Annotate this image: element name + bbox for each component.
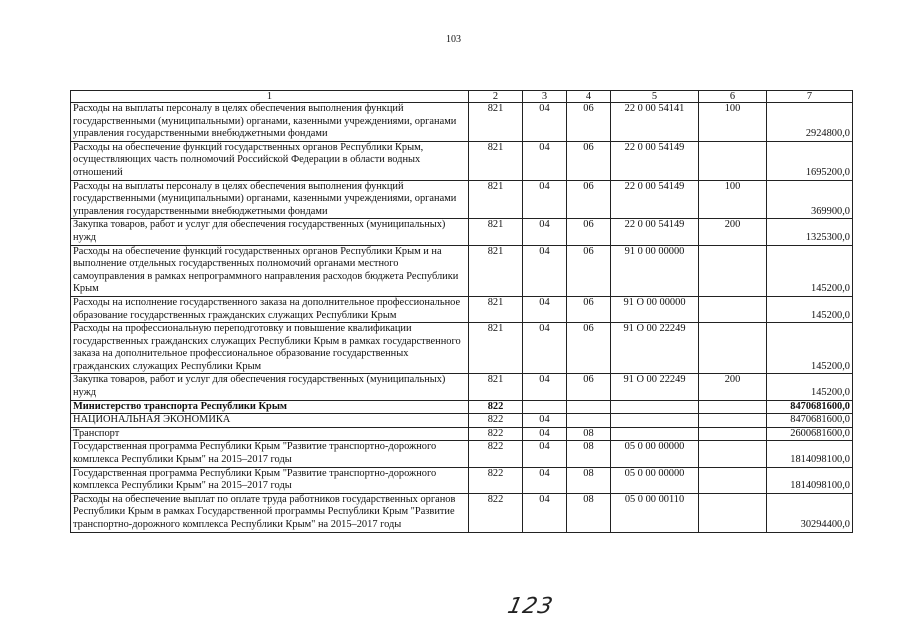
cell-target-code: 05 0 00 00000 (611, 441, 699, 467)
cell-section-code: 04 (523, 141, 567, 180)
cell-subsection-code: 08 (567, 427, 611, 441)
cell-subsection-code: 06 (567, 296, 611, 322)
cell-section-code: 04 (523, 180, 567, 219)
cell-expense-type: 100 (699, 180, 767, 219)
cell-name: Расходы на обеспечение выплат по оплате труда работников государственных органов Республики Крым в рамках Государственной программы Республики Крым "Развитие транспортно-дорожного комплекса Республики Крым" на 2015–2017 годы (71, 493, 469, 532)
cell-amount: 145200,0 (767, 374, 853, 400)
header-col-2: 2 (469, 91, 523, 103)
cell-ministry-code: 821 (469, 180, 523, 219)
cell-ministry-code: 821 (469, 103, 523, 142)
cell-expense-type: 200 (699, 219, 767, 245)
header-col-6: 6 (699, 91, 767, 103)
table-header (71, 91, 853, 103)
header-col-3: 3 (523, 91, 567, 103)
cell-target-code: 91 0 00 00000 (611, 245, 699, 296)
cell-amount: 145200,0 (767, 323, 853, 374)
table-row (71, 296, 853, 322)
cell-amount: 1814098100,0 (767, 467, 853, 493)
cell-ministry-code: 821 (469, 374, 523, 400)
cell-name: Транспорт (71, 427, 469, 441)
cell-ministry-code: 822 (469, 467, 523, 493)
cell-ministry-code: 821 (469, 219, 523, 245)
table-row (71, 180, 853, 219)
cell-expense-type (699, 414, 767, 428)
cell-amount: 1814098100,0 (767, 441, 853, 467)
cell-name: Расходы на выплаты персоналу в целях обеспечения выполнения функций государственными (муниципальными) органами, казенными учреждениями, органами управления государственными внебюджетными фондами (71, 103, 469, 142)
cell-amount: 1695200,0 (767, 141, 853, 180)
cell-section-code: 04 (523, 245, 567, 296)
cell-subsection-code: 06 (567, 103, 611, 142)
cell-ministry-code: 822 (469, 414, 523, 428)
cell-target-code: 91 О 00 22249 (611, 374, 699, 400)
cell-expense-type (699, 400, 767, 414)
cell-ministry-code: 822 (469, 493, 523, 532)
header-col-4: 4 (567, 91, 611, 103)
cell-amount: 145200,0 (767, 245, 853, 296)
cell-section-code: 04 (523, 441, 567, 467)
cell-expense-type (699, 323, 767, 374)
cell-ministry-code: 822 (469, 400, 523, 414)
cell-amount: 8470681600,0 (767, 400, 853, 414)
table-row (71, 493, 853, 532)
cell-subsection-code: 06 (567, 245, 611, 296)
cell-section-code: 04 (523, 323, 567, 374)
header-col-5: 5 (611, 91, 699, 103)
cell-name: Закупка товаров, работ и услуг для обеспечения государственных (муниципальных) нужд (71, 374, 469, 400)
cell-section-code: 04 (523, 467, 567, 493)
cell-target-code: 22 0 00 54149 (611, 141, 699, 180)
cell-expense-type: 200 (699, 374, 767, 400)
cell-subsection-code: 06 (567, 141, 611, 180)
cell-target-code: 05 0 00 00110 (611, 493, 699, 532)
cell-name: Государственная программа Республики Крым "Развитие транспортно-дорожного комплекса Республики Крым" на 2015–2017 годы (71, 467, 469, 493)
cell-section-code: 04 (523, 374, 567, 400)
page-number: 103 (446, 34, 461, 45)
cell-section-code: 04 (523, 103, 567, 142)
cell-target-code: 91 О 00 00000 (611, 296, 699, 322)
table-row (71, 414, 853, 428)
cell-amount: 2600681600,0 (767, 427, 853, 441)
cell-expense-type (699, 441, 767, 467)
cell-subsection-code (567, 414, 611, 428)
cell-ministry-code: 822 (469, 441, 523, 467)
cell-subsection-code: 08 (567, 441, 611, 467)
table-row (71, 245, 853, 296)
cell-ministry-code: 821 (469, 245, 523, 296)
cell-ministry-code: 821 (469, 141, 523, 180)
cell-name: Расходы на профессиональную переподготовку и повышение квалификации государственных гражданских служащих Республики Крым в рамках государственного заказа на дополнительное профессиональное образование государственных гражданских служащих Республики Крым (71, 323, 469, 374)
cell-name: Закупка товаров, работ и услуг для обеспечения государственных (муниципальных) нужд (71, 219, 469, 245)
table-row (71, 103, 853, 142)
cell-section-code: 04 (523, 427, 567, 441)
cell-expense-type (699, 467, 767, 493)
header-col-1: 1 (71, 91, 469, 103)
cell-target-code: 05 0 00 00000 (611, 467, 699, 493)
cell-target-code: 91 О 00 22249 (611, 323, 699, 374)
cell-subsection-code (567, 400, 611, 414)
cell-section-code: 04 (523, 219, 567, 245)
cell-name: Расходы на обеспечение функций государственных органов Республики Крым, осуществляющих часть полномочий Российской Федерации в области водных отношений (71, 141, 469, 180)
cell-name: Расходы на исполнение государственного заказа на дополнительное профессиональное образование государственных гражданских служащих Республики Крым (71, 296, 469, 322)
table-row (71, 323, 853, 374)
table-row (71, 467, 853, 493)
cell-subsection-code: 06 (567, 219, 611, 245)
cell-ministry-code: 822 (469, 427, 523, 441)
table-row (71, 427, 853, 441)
cell-section-code: 04 (523, 493, 567, 532)
cell-amount: 8470681600,0 (767, 414, 853, 428)
cell-section-code: 04 (523, 296, 567, 322)
cell-target-code (611, 414, 699, 428)
cell-section-code (523, 400, 567, 414)
table-row (71, 374, 853, 400)
header-row (71, 91, 853, 103)
cell-amount: 1325300,0 (767, 219, 853, 245)
table-row (71, 219, 853, 245)
cell-amount: 369900,0 (767, 180, 853, 219)
cell-expense-type (699, 427, 767, 441)
cell-expense-type (699, 296, 767, 322)
cell-target-code (611, 427, 699, 441)
cell-amount: 145200,0 (767, 296, 853, 322)
cell-subsection-code: 06 (567, 374, 611, 400)
cell-expense-type (699, 493, 767, 532)
cell-ministry-code: 821 (469, 323, 523, 374)
table-row (71, 400, 853, 414)
cell-amount: 2924800,0 (767, 103, 853, 142)
cell-expense-type: 100 (699, 103, 767, 142)
cell-amount: 30294400,0 (767, 493, 853, 532)
cell-ministry-code: 821 (469, 296, 523, 322)
cell-name: Министерство транспорта Республики Крым (71, 400, 469, 414)
cell-expense-type (699, 141, 767, 180)
cell-name: Расходы на выплаты персоналу в целях обеспечения выполнения функций государственными (муниципальными) органами, казенными учреждениями, органами управления государственными внебюджетными фондами (71, 180, 469, 219)
handwritten-page-number: 123 (505, 594, 556, 619)
header-col-7: 7 (767, 91, 853, 103)
cell-expense-type (699, 245, 767, 296)
cell-target-code (611, 400, 699, 414)
table-body (71, 103, 853, 533)
cell-subsection-code: 08 (567, 493, 611, 532)
cell-subsection-code: 06 (567, 180, 611, 219)
cell-name: НАЦИОНАЛЬНАЯ ЭКОНОМИКА (71, 414, 469, 428)
cell-subsection-code: 08 (567, 467, 611, 493)
cell-target-code: 22 0 00 54141 (611, 103, 699, 142)
cell-name: Государственная программа Республики Крым "Развитие транспортно-дорожного комплекса Республики Крым" на 2015–2017 годы (71, 441, 469, 467)
table-row (71, 441, 853, 467)
cell-target-code: 22 0 00 54149 (611, 180, 699, 219)
table-row (71, 141, 853, 180)
cell-target-code: 22 0 00 54149 (611, 219, 699, 245)
cell-subsection-code: 06 (567, 323, 611, 374)
budget-table (70, 90, 853, 533)
cell-section-code: 04 (523, 414, 567, 428)
cell-name: Расходы на обеспечение функций государственных органов Республики Крым и на выполнение отдельных государственных полномочий органами местного самоуправления в рамках непрограммного направления расходов бюджета Республики Крым (71, 245, 469, 296)
